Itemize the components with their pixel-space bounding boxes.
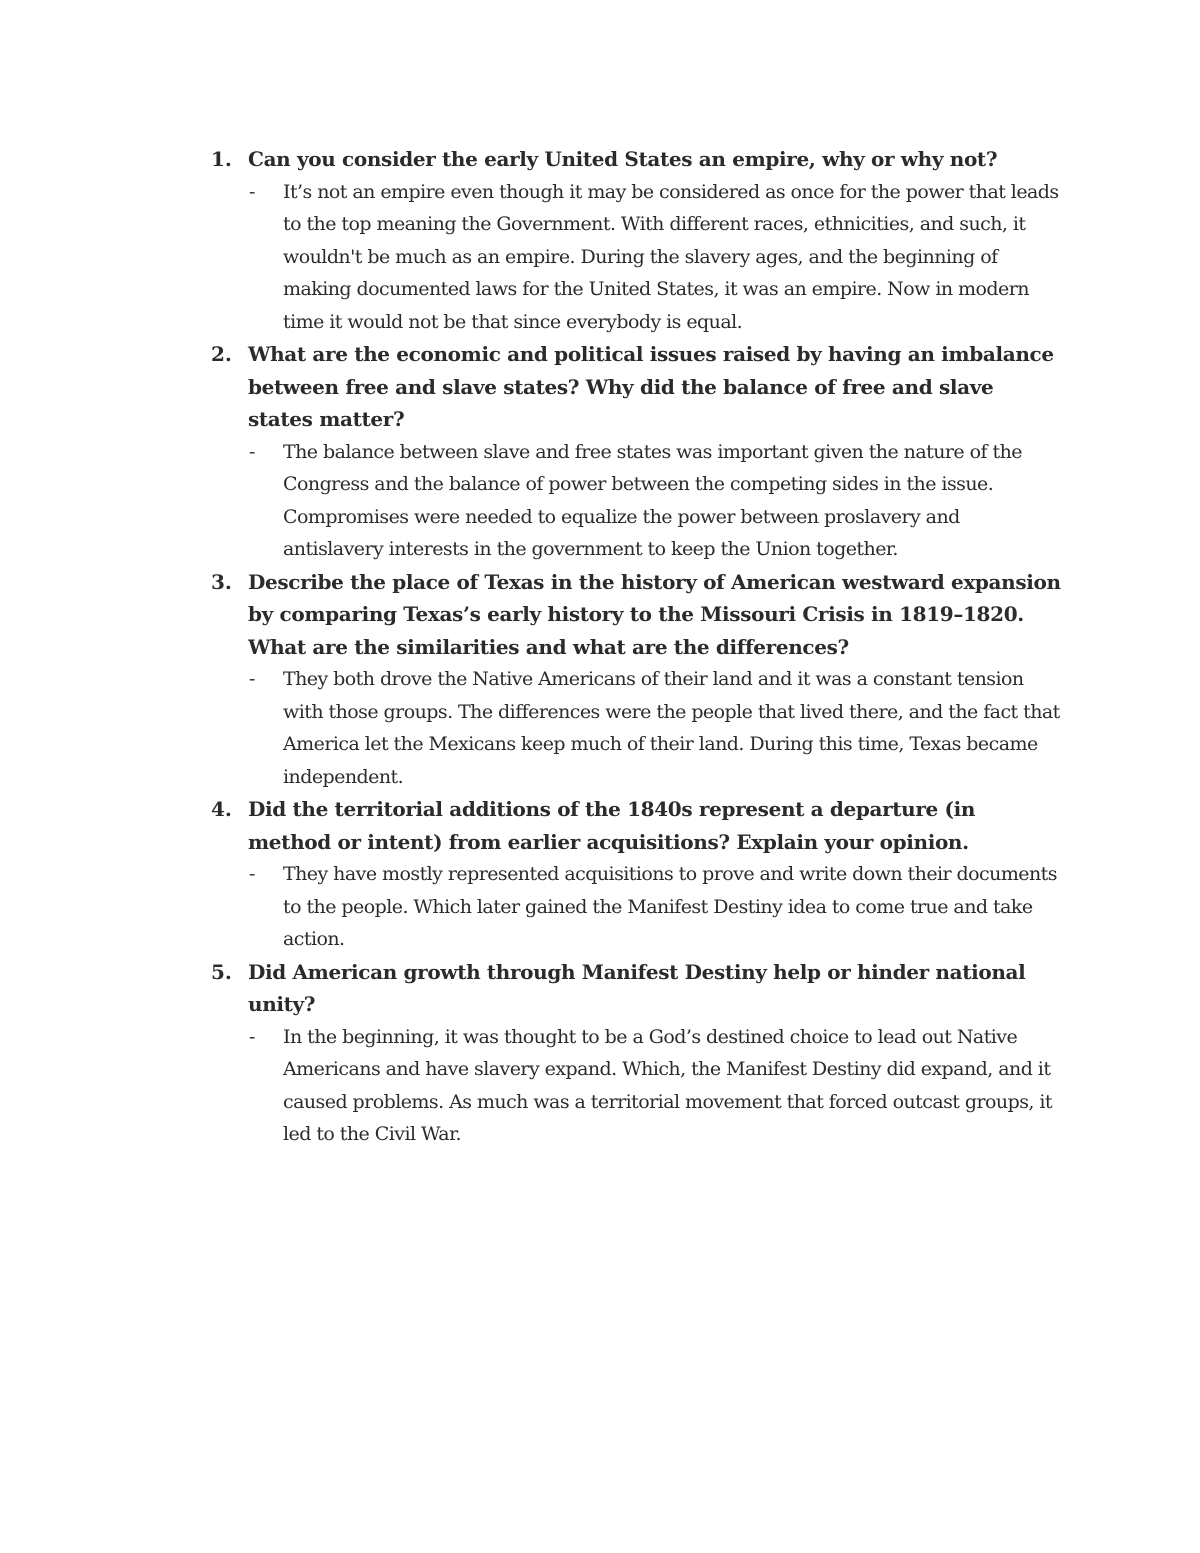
question-list [211, 143, 1061, 1151]
answer-item [248, 858, 1061, 956]
question-number: 5. [211, 959, 232, 984]
answer-item [248, 436, 1061, 566]
question-item [211, 143, 1061, 338]
question-item [211, 956, 1061, 1151]
dash-bullet: - [249, 1025, 256, 1048]
answer-text: They have mostly represented acquisitions to prove and write down their documents to the people. Which later gained the Manifest Destiny idea to come true and take action. [283, 863, 1057, 950]
question-item [211, 793, 1061, 956]
dash-bullet: - [249, 863, 256, 885]
dash-bullet: - [249, 440, 256, 463]
answer-text: It’s not an empire even though it may be considered as once for the power that leads to the top meaning the Government. With different races, ethnicities, and such, it wouldn't be much as an empire. During the slavery ages, and the beginning of making documented laws for the United States, it was an empire. Now in modern time it would not be that since everybody is equal. [283, 180, 1059, 333]
answer-item [248, 1021, 1061, 1151]
question-number: 4. [211, 797, 232, 821]
question-text: Did the territorial additions of the 1840s represent a departure (in method or intent) from earlier acquisitions? Explain your opinion. [248, 797, 976, 854]
question-number: 1. [211, 147, 232, 171]
question-item [211, 338, 1061, 566]
question-number: 3. [211, 569, 232, 594]
question-text: What are the economic and political issues raised by having an imbalance between free and slave states? Why did the balance of free and slave states matter? [248, 342, 1054, 431]
question-text: Can you consider the early United States an empire, why or why not? [248, 147, 998, 171]
answer-text: The balance between slave and free states was important given the nature of the Congress and the balance of power between the competing sides in the issue. Compromises were needed to equalize the power between proslavery and antislavery interests in the government to keep the Union together. [283, 440, 1022, 560]
question-number: 2. [211, 342, 232, 366]
answer-item [248, 176, 1061, 339]
question-item [211, 566, 1061, 794]
answer-item [248, 663, 1061, 793]
dash-bullet: - [249, 668, 256, 690]
question-text: Did American growth through Manifest Destiny help or hinder national unity? [248, 959, 1026, 1016]
answer-text: In the beginning, it was thought to be a God’s destined choice to lead out Native Americans and have slavery expand. Which, the Manifest Destiny did expand, and it caused problems. As much was a territorial movement that forced outcast groups, it led to the Civil War. [283, 1025, 1052, 1145]
dash-bullet: - [249, 180, 256, 203]
answer-text: They both drove the Native Americans of their land and it was a constant tension with those groups. The differences were the people that lived there, and the fact that America let the Mexicans keep much of their land. During this time, Texas became independent. [283, 668, 1060, 788]
question-text: Describe the place of Texas in the history of American westward expansion by comparing Texas’s early history to the Missouri Crisis in 1819–1820. What are the similarities and what are the differences? [248, 569, 1061, 659]
